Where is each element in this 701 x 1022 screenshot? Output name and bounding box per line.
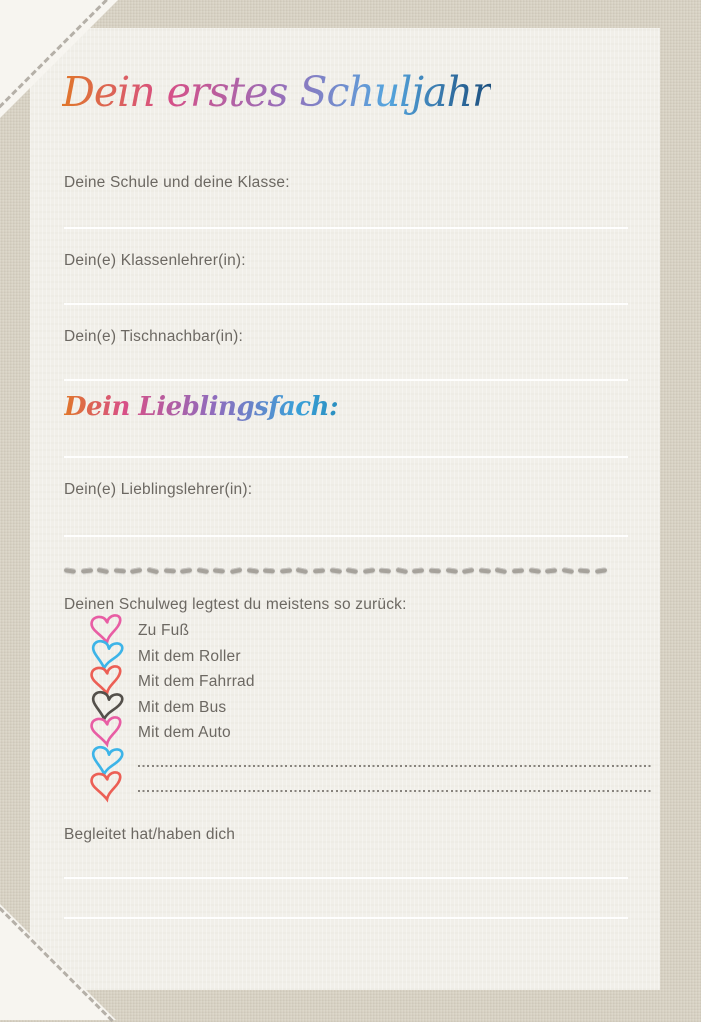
route-writein-dotted-line[interactable]: [138, 790, 652, 792]
route-option-bike: [64, 669, 628, 695]
class-teacher-write-line[interactable]: [64, 303, 628, 305]
companion-write-line-2[interactable]: [64, 917, 628, 919]
route-option-label: Mit dem Bus: [138, 699, 227, 716]
favorite-subject-write-line[interactable]: [64, 456, 628, 458]
route-option-label: Mit dem Fahrrad: [138, 673, 255, 690]
page-title: Dein erstes Schuljahr: [62, 68, 491, 116]
route-option-label: Zu Fuß: [138, 622, 190, 639]
route-option-bus: [64, 695, 628, 721]
desk-neighbor-write-line[interactable]: [64, 379, 628, 381]
companion-write-line-1[interactable]: [64, 877, 628, 879]
route-option-scooter: [64, 644, 628, 670]
bottom-left-fold: [0, 904, 116, 1020]
school-route-heading: Deinen Schulweg legtest du meistens so zurück:: [64, 596, 407, 613]
route-option-writein-1: [64, 750, 628, 776]
route-option-label: Mit dem Roller: [138, 648, 241, 665]
favorite-teacher-write-line[interactable]: [64, 535, 628, 537]
school-class-label: Deine Schule und deine Klasse:: [64, 174, 290, 191]
class-teacher-label: Dein(e) Klassenlehrer(in):: [64, 252, 246, 269]
stitch-divider: [64, 559, 630, 571]
top-left-fold: [0, 0, 118, 118]
route-writein-dotted-line[interactable]: [138, 765, 652, 767]
school-class-write-line[interactable]: [64, 227, 628, 229]
route-option-label: Mit dem Auto: [138, 724, 231, 741]
companion-label: Begleitet hat/haben dich: [64, 826, 236, 843]
book-page: [30, 28, 660, 990]
desk-neighbor-label: Dein(e) Tischnachbar(in):: [64, 328, 244, 345]
route-option-car: [64, 720, 628, 746]
route-option-walk: [64, 618, 628, 644]
favorite-subject-label: Dein Lieblingsfach:: [64, 392, 339, 422]
heart-checkbox-icon[interactable]: [85, 766, 129, 809]
route-option-writein-2: [64, 775, 628, 801]
favorite-teacher-label: Dein(e) Lieblingslehrer(in):: [64, 481, 253, 498]
